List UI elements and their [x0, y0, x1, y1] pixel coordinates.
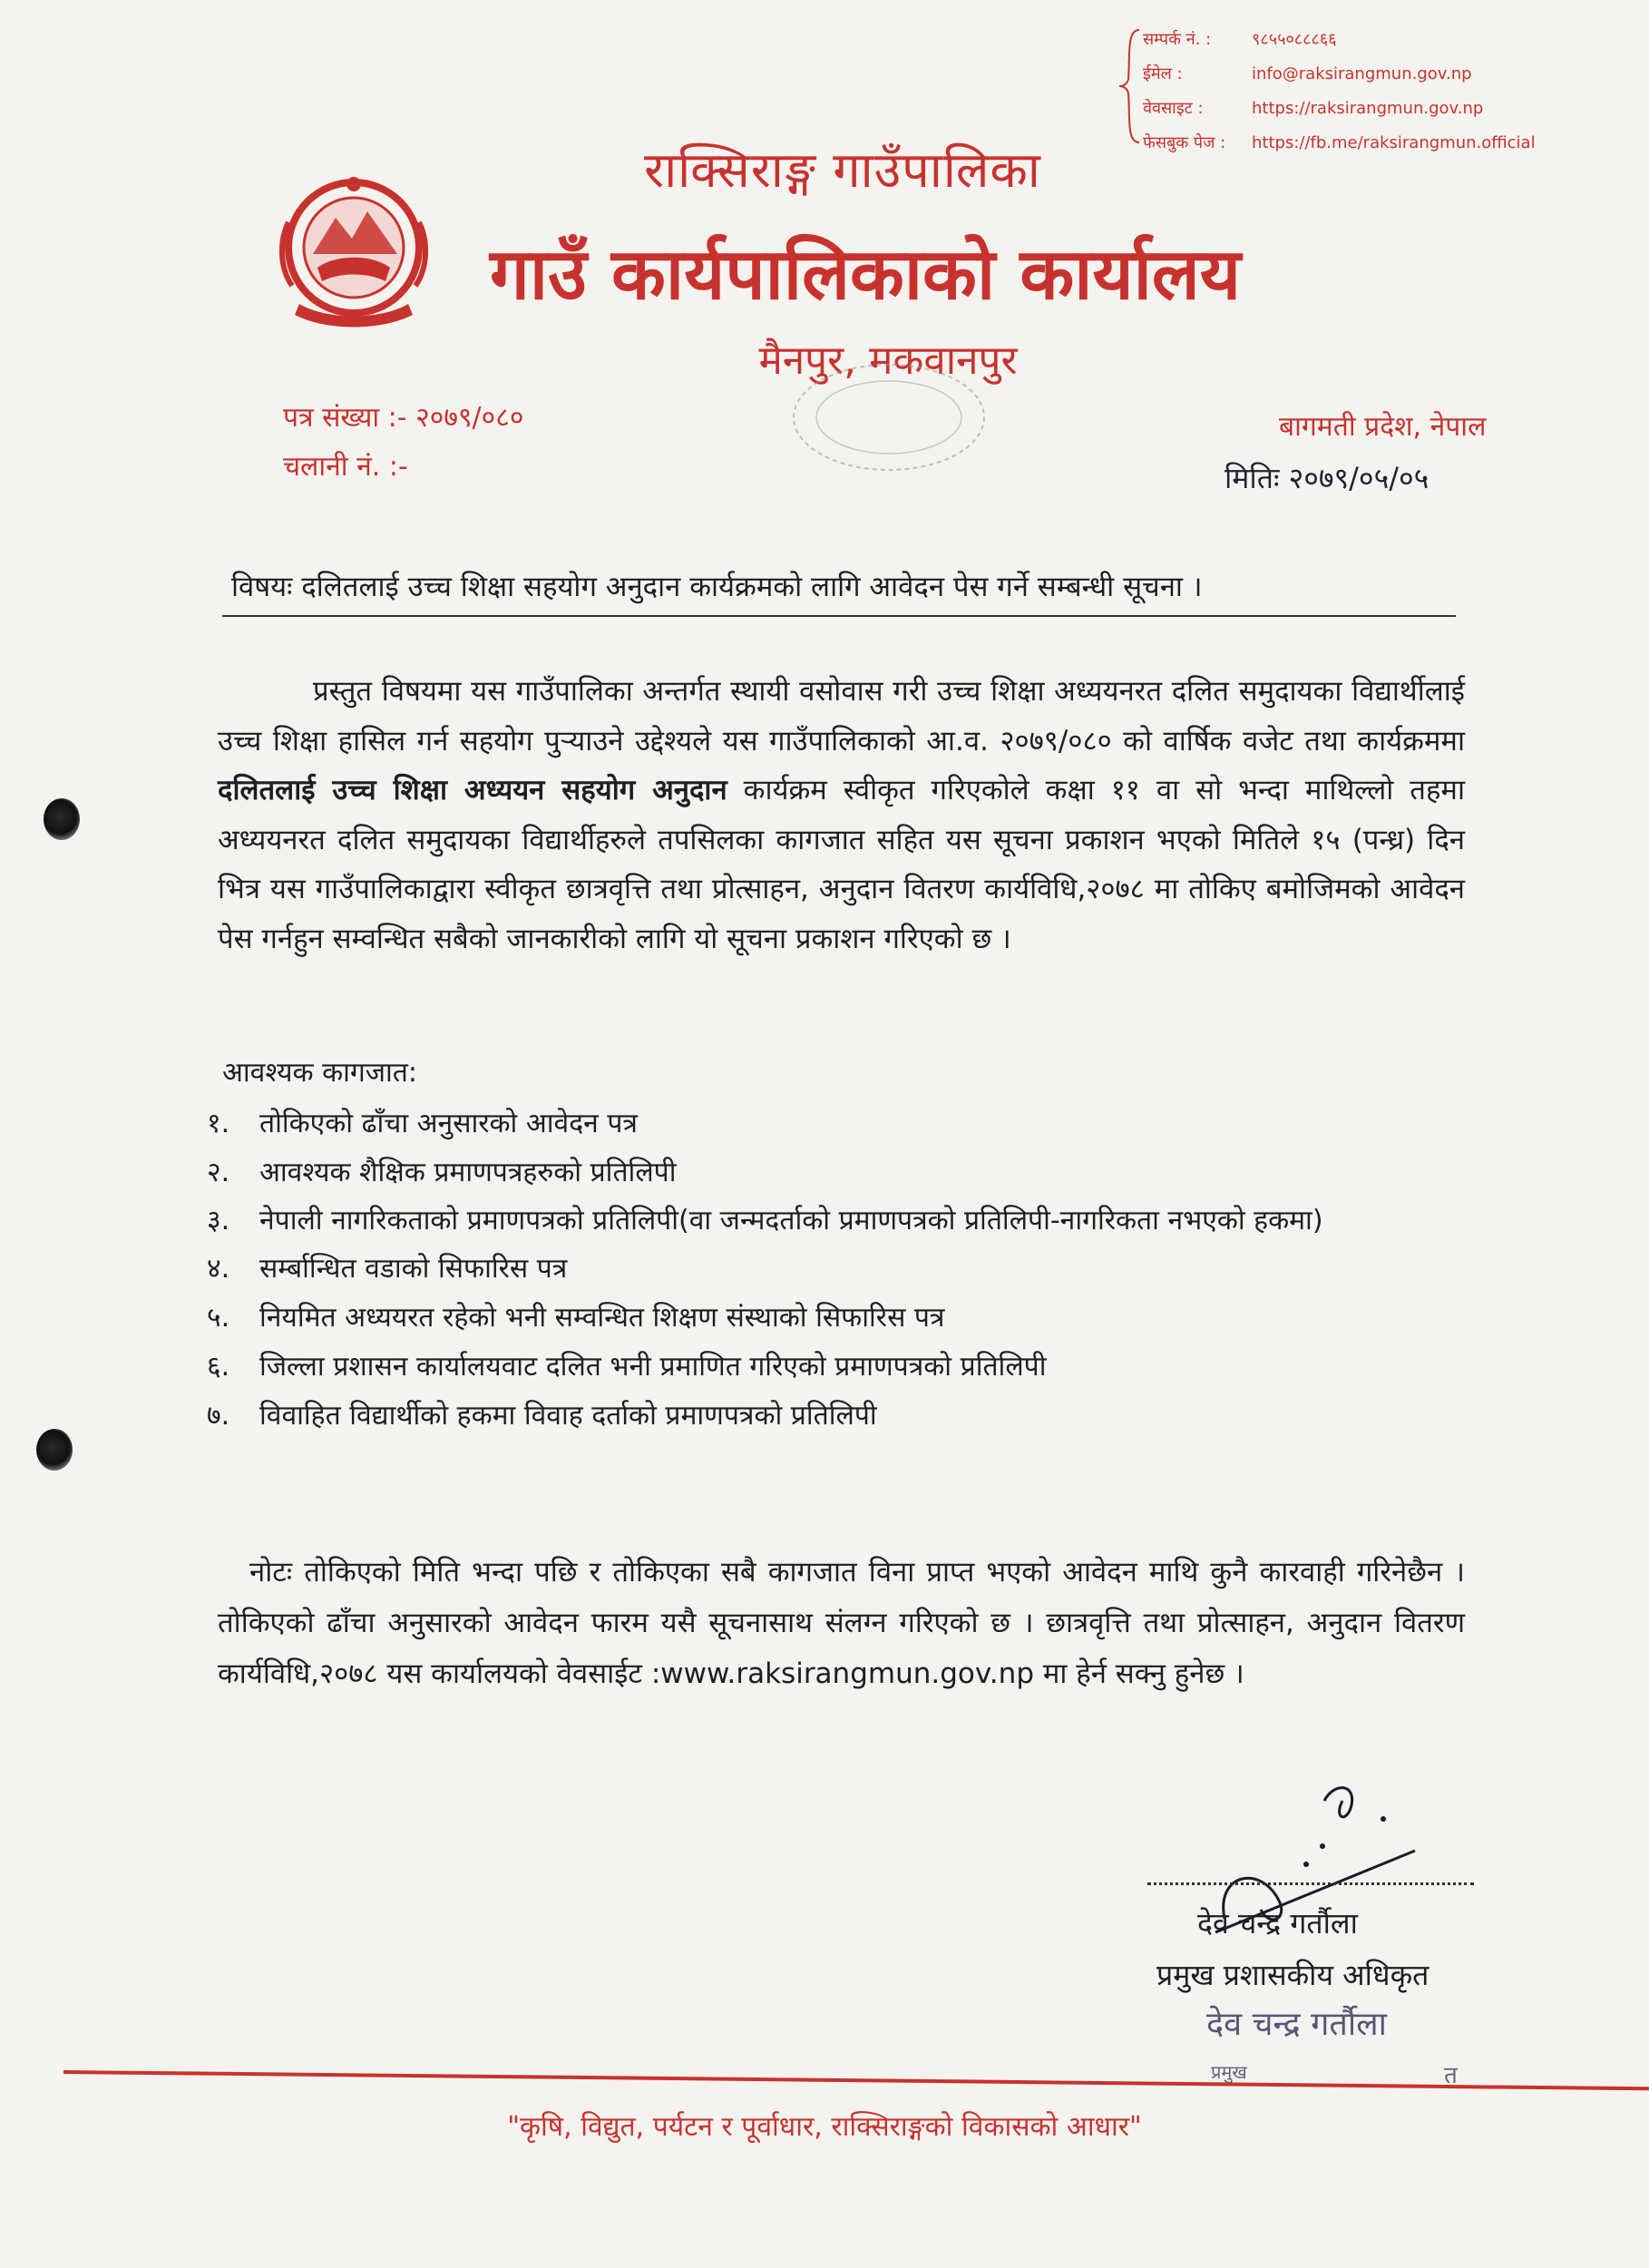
- list-item: ७. विवाहित विद्यार्थीको हकमा विवाह दर्ताको प्रमाणपत्रको प्रतिलिपी: [207, 1400, 877, 1432]
- facebook-link[interactable]: https://fb.me/raksirangmun.official: [1252, 133, 1536, 152]
- list-item: २. आवश्यक शैक्षिक प्रमाणपत्रहरुको प्रतिलिपी: [207, 1157, 677, 1188]
- signatory-stamp-name: देव चन्द्र गर्तौला: [1206, 2006, 1387, 2043]
- municipality-name: राक्सिराङ्ग गाउँपालिका: [644, 142, 1041, 199]
- contact-email: [1143, 57, 1615, 92]
- list-item: ६. जिल्ला प्रशासन कार्यालयवाट दलित भनी प्रमाणित गरिएको प्रमाणपत्रको प्रतिलिपी: [207, 1351, 1047, 1383]
- signatory-stamp-title: प्रमुख: [1211, 2061, 1247, 2083]
- subject-label: विषयः: [231, 571, 293, 603]
- body-text-1: प्रस्तुत विषयमा यस गाउँपालिका अन्तर्गत स्थायी वसोवास गरी उच्च शिक्षा अध्ययनरत दलित समुदायका विद्यार्थीलाई उच्च शिक्षा हासिल गर्न सहयोग पुऱ्याउने उद्देश्यले यस गाउँपालिकाको आ.व. २०७९/०८० को वार्षिक वजेट तथा कार्यक्रममा: [218, 675, 1465, 758]
- note-paragraph: [218, 1547, 1465, 1699]
- phone-value: ९८५५०८८८६६: [1252, 30, 1337, 49]
- email-label: ईमेल :: [1143, 64, 1183, 83]
- footer-divider: [63, 2070, 1649, 2090]
- list-item: ५. नियमित अध्ययरत रहेको भनी सम्वन्धित शिक्षण संस्थाको सिफारिस पत्र: [207, 1302, 945, 1334]
- body-text-2: कार्यक्रम स्वीकृत गरिएकोले कक्षा ११ वा सो भन्दा माथिल्लो तहमा अध्ययनरत दलित समुदायका विद्यार्थीहरुले तपसिलका कागजात सहित यस सूचना प्रकाशन भएको मितिले १५ (पन्ध्र) दिन भित्र यस गाउँपालिकाद्वारा स्वीकृत छात्रवृत्ति तथा प्रोत्साहन, अनुदान वितरण कार्यविधि,२०७८ मा तोकिए बमोजिमको आवेदन पेस गर्नहुन सम्वन्धित सबैको जानकारीको लागि यो सूचना प्रकाशन गरिएको छ ।: [218, 774, 1465, 955]
- website-label: वेवसाइट :: [1143, 99, 1204, 118]
- subject-line: [231, 567, 1203, 605]
- punch-hole: [36, 1429, 73, 1471]
- province-name: बागमती प्रदेश, नेपाल: [1279, 411, 1487, 443]
- contact-website: [1143, 92, 1615, 126]
- dispatch-number: चलानी नं. :-: [283, 451, 408, 483]
- punch-hole: [44, 798, 80, 840]
- documents-title: आवश्यक कागजात:: [222, 1057, 418, 1089]
- body-text-bold: दलितलाई उच्च शिक्षा अध्ययन सहयोग अनुदान: [218, 774, 727, 807]
- signatory-title: प्रमुख प्रशासकीय अधिकृत: [1156, 1958, 1429, 1992]
- office-title: गाउँ कार्यपालिकाको कार्यालय: [490, 234, 1241, 316]
- footer-slogan: "कृषि, विद्युत, पर्यटन र पूर्वाधार, राक्सिराङ्गको विकासको आधार": [507, 2111, 1142, 2143]
- email-link[interactable]: info@raksirangmun.gov.np: [1252, 64, 1472, 83]
- documents-list: [207, 1100, 1477, 1441]
- office-stamp-icon: [785, 363, 993, 481]
- signatory-name: देव चन्द्र गर्तौला: [1197, 1906, 1358, 1941]
- list-item: ४. सर्म्बान्धित वडाको सिफारिस पत्र: [207, 1253, 568, 1285]
- signatory-stamp-suffix: त: [1444, 2062, 1458, 2089]
- subject-text: दलितलाई उच्च शिक्षा सहयोग अनुदान कार्यक्रमको लागि आवेदन पेस गर्ने सम्बन्धी सूचना ।: [301, 571, 1203, 603]
- office-location: मैनपुर, मकवानपुर: [758, 337, 1018, 384]
- website-link[interactable]: https://raksirangmun.gov.np: [1252, 99, 1484, 118]
- signature-line: [1147, 1882, 1474, 1885]
- facebook-label: फेसबुक पेज :: [1143, 133, 1226, 152]
- note-text: नोटः तोकिएको मिति भन्दा पछि र तोकिएका सबै कागजात विना प्राप्त भएको आवेदन माथि कुनै कारवाही गरिनेछैन । तोकिएको ढाँचा अनुसारको आवेदन फारम यसै सूचनासाथ संलग्न गरिएको छ । छात्रवृत्ति तथा प्रोत्साहन, अनुदान वितरण कार्यविधि,२०७८ यस कार्यालयको वेवसाईट :www.raksirangmun.gov.np मा हेर्न सक्नु हुनेछ ।: [218, 1556, 1465, 1690]
- contact-phone: [1143, 23, 1615, 57]
- brace-icon: [1117, 28, 1141, 144]
- list-item: १. तोकिएको ढाँचा अनुसारको आवेदन पत्र: [207, 1108, 638, 1139]
- body-paragraph: [218, 667, 1465, 963]
- letter-number: पत्र संख्या :- २०७९/०८०: [283, 402, 524, 434]
- letter-date: मितिः २०७९/०५/०५: [1225, 461, 1429, 495]
- subject-underline: [222, 615, 1456, 617]
- phone-label: सम्पर्क नं. :: [1143, 30, 1212, 49]
- list-item: ३. नेपाली नागरिकताको प्रमाणपत्रको प्रतिलिपी(वा जन्मदर्ताको प्रमाणपत्रको प्रतिलिपी-नागरिकता नभएको हकमा): [207, 1205, 1323, 1237]
